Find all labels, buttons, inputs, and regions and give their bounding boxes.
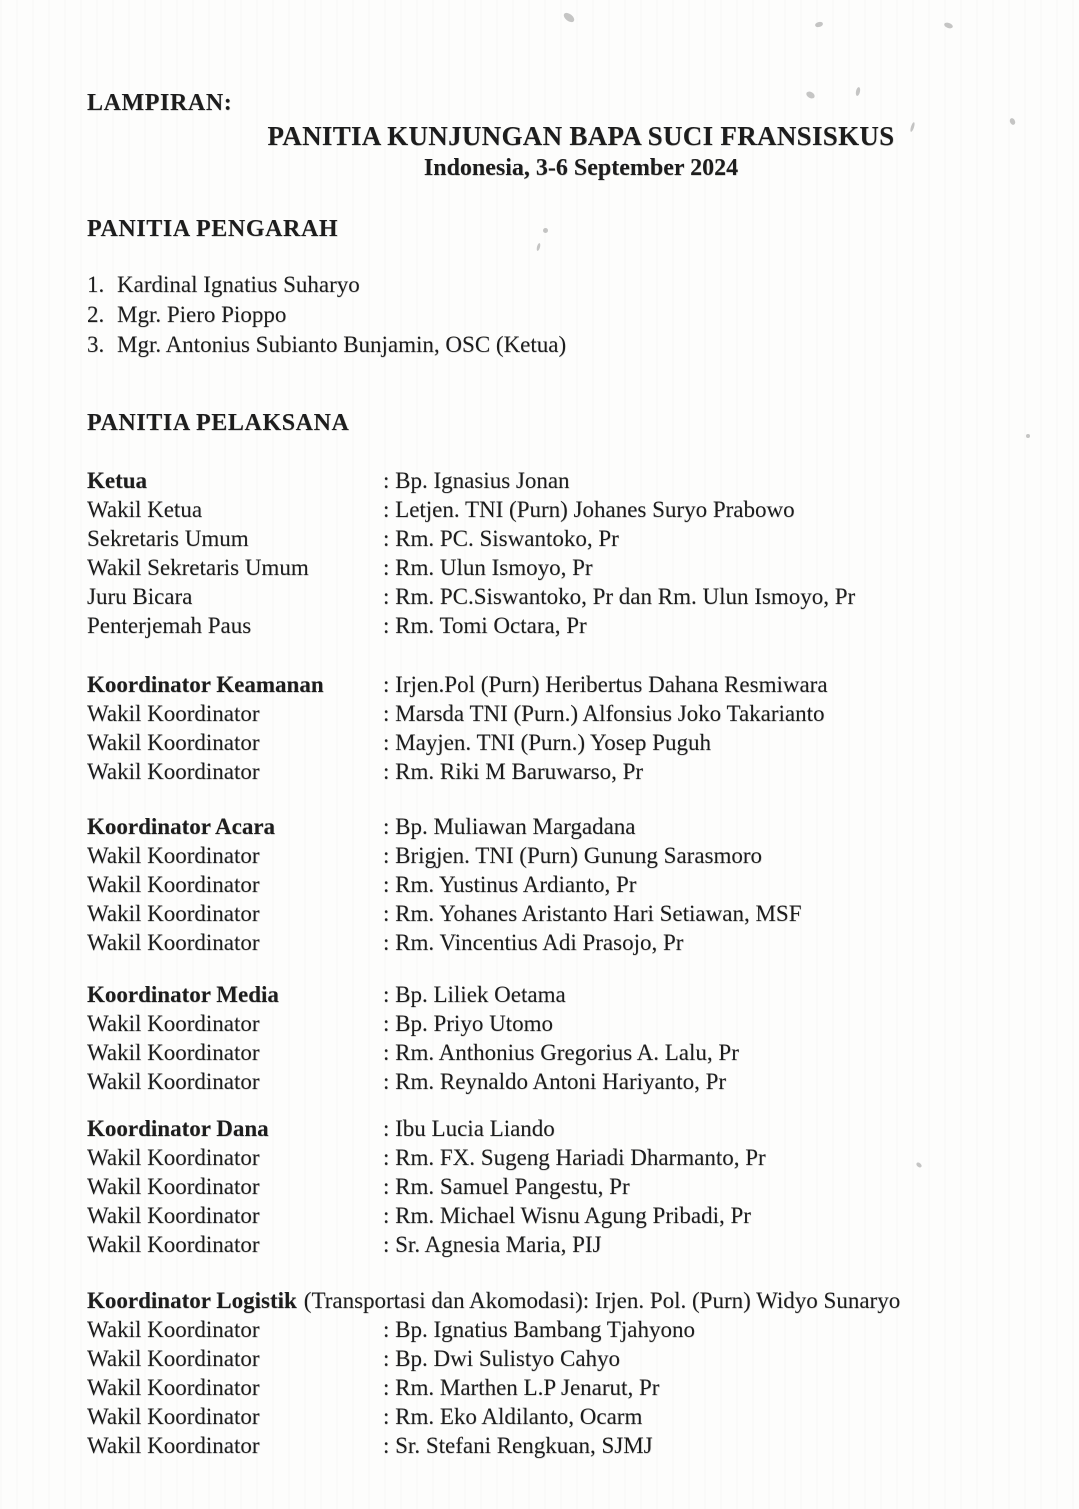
table-row <box>87 728 1041 757</box>
role-value: : Rm. Reynaldo Antoni Hariyanto, Pr <box>383 1069 727 1094</box>
table-row <box>87 1114 1041 1143</box>
role-value: : Bp. Dwi Sulistyo Cahyo <box>383 1346 621 1371</box>
table-row <box>87 553 1041 582</box>
member-name: Kardinal Ignatius Suharyo <box>117 272 360 297</box>
group-logistik <box>87 1286 1041 1460</box>
role-value: : Rm. Riki M Baruwarso, Pr <box>383 759 644 784</box>
table-row <box>87 466 1041 495</box>
role-value: : Rm. PC.Siswantoko, Pr dan Rm. Ulun Ismoyo, Pr <box>383 584 856 609</box>
role-value: : Rm. FX. Sugeng Hariadi Dharmanto, Pr <box>383 1145 766 1170</box>
role-value: : Sr. Stefani Rengkuan, SJMJ <box>383 1433 653 1458</box>
role-label: Penterjemah Paus <box>87 613 252 638</box>
role-label: Koordinator Acara <box>87 814 276 839</box>
role-value: : Bp. Ignatius Bambang Tjahyono <box>383 1317 695 1342</box>
role-value: : Irjen.Pol (Purn) Heribertus Dahana Resmiwara <box>383 672 828 697</box>
table-row <box>87 1201 1041 1230</box>
role-label: Wakil Koordinator <box>87 701 260 726</box>
role-value: : Marsda TNI (Purn.) Alfonsius Joko Takarianto <box>383 701 825 726</box>
role-value: : Bp. Liliek Oetama <box>383 982 566 1007</box>
group-dana <box>87 1114 1041 1259</box>
table-row <box>87 899 1041 928</box>
role-label: Wakil Koordinator <box>87 759 260 784</box>
role-label: Wakil Koordinator <box>87 730 260 755</box>
group-keamanan <box>87 670 1041 786</box>
role-label: Koordinator Dana <box>87 1116 269 1141</box>
table-row <box>87 1431 1041 1460</box>
group-media <box>87 980 1041 1096</box>
role-label: Wakil Sekretaris Umum <box>87 555 309 580</box>
lampiran-label: LAMPIRAN: <box>87 90 233 116</box>
role-label: Wakil Koordinator <box>87 1040 260 1065</box>
role-value: : Rm. PC. Siswantoko, Pr <box>383 526 619 551</box>
role-label: Wakil Koordinator <box>87 1433 260 1458</box>
role-value: : Rm. Yustinus Ardianto, Pr <box>383 872 637 897</box>
role-value: : Rm. Marthen L.P Jenarut, Pr <box>383 1375 660 1400</box>
table-row <box>87 1038 1041 1067</box>
table-row <box>87 1402 1041 1431</box>
role-label: Wakil Koordinator <box>87 1203 260 1228</box>
role-value: : Sr. Agnesia Maria, PIJ <box>383 1232 602 1257</box>
role-value: : Bp. Ignasius Jonan <box>383 468 570 493</box>
role-label: Wakil Koordinator <box>87 930 260 955</box>
table-row <box>87 928 1041 957</box>
table-row <box>87 1315 1041 1344</box>
role-value: : Brigjen. TNI (Purn) Gunung Sarasmoro <box>383 843 763 868</box>
role-label: Koordinator Logistik <box>87 1288 297 1313</box>
table-row <box>87 841 1041 870</box>
role-label: Wakil Koordinator <box>87 1174 260 1199</box>
table-row <box>87 1286 1041 1315</box>
group-core <box>87 466 1041 640</box>
list-item <box>87 270 1041 300</box>
role-label: Wakil Koordinator <box>87 1232 260 1257</box>
table-row <box>87 1009 1041 1038</box>
table-row <box>87 1373 1041 1402</box>
role-value: : Rm. Ulun Ismoyo, Pr <box>383 555 593 580</box>
pengarah-member-list <box>87 270 1041 360</box>
section-heading-pelaksana: PANITIA PELAKSANA <box>87 410 350 436</box>
role-value: (Transportasi dan Akomodasi): Irjen. Pol. (Purn) Widyo Sunaryo <box>303 1288 901 1313</box>
table-row <box>87 670 1041 699</box>
role-value: : Rm. Tomi Octara, Pr <box>383 613 587 638</box>
member-number: 3. <box>87 332 105 357</box>
role-value: : Rm. Yohanes Aristanto Hari Setiawan, MSF <box>383 901 802 926</box>
role-label: Koordinator Media <box>87 982 279 1007</box>
list-item <box>87 300 1041 330</box>
member-number: 1. <box>87 272 105 297</box>
table-row <box>87 582 1041 611</box>
role-value: : Rm. Samuel Pangestu, Pr <box>383 1174 630 1199</box>
group-acara <box>87 812 1041 957</box>
role-label: Wakil Koordinator <box>87 1317 260 1342</box>
role-value: : Bp. Muliawan Margadana <box>383 814 636 839</box>
table-row <box>87 812 1041 841</box>
role-label: Wakil Ketua <box>87 497 203 522</box>
table-row <box>87 1344 1041 1373</box>
table-row <box>87 870 1041 899</box>
table-row <box>87 1067 1041 1096</box>
role-label: Sekretaris Umum <box>87 526 249 551</box>
role-value: : Rm. Michael Wisnu Agung Pribadi, Pr <box>383 1203 751 1228</box>
role-value: : Mayjen. TNI (Purn.) Yosep Puguh <box>383 730 711 755</box>
role-label: Wakil Koordinator <box>87 1346 260 1371</box>
role-label: Wakil Koordinator <box>87 901 260 926</box>
role-label: Koordinator Keamanan <box>87 672 324 697</box>
document-subtitle: Indonesia, 3-6 September 2024 <box>423 155 739 181</box>
table-row <box>87 524 1041 553</box>
table-row <box>87 1172 1041 1201</box>
role-value: : Letjen. TNI (Purn) Johanes Suryo Prabowo <box>383 497 795 522</box>
member-name: Mgr. Antonius Subianto Bunjamin, OSC (Ketua) <box>117 332 567 357</box>
table-row <box>87 699 1041 728</box>
member-name: Mgr. Piero Pioppo <box>117 302 287 327</box>
table-row <box>87 980 1041 1009</box>
role-label: Wakil Koordinator <box>87 1404 260 1429</box>
section-heading-pengarah: PANITIA PENGARAH <box>87 216 339 242</box>
role-value: : Ibu Lucia Liando <box>383 1116 555 1141</box>
table-row <box>87 1143 1041 1172</box>
role-label: Wakil Koordinator <box>87 872 260 897</box>
role-value: : Rm. Anthonius Gregorius A. Lalu, Pr <box>383 1040 739 1065</box>
role-value: : Bp. Priyo Utomo <box>383 1011 553 1036</box>
role-label: Wakil Koordinator <box>87 843 260 868</box>
table-row <box>87 757 1041 786</box>
table-row <box>87 611 1041 640</box>
role-label: Wakil Koordinator <box>87 1375 260 1400</box>
list-item <box>87 330 1041 360</box>
role-label: Juru Bicara <box>87 584 193 609</box>
role-value: : Rm. Vincentius Adi Prasojo, Pr <box>383 930 684 955</box>
title-block <box>87 120 1041 184</box>
role-label: Wakil Koordinator <box>87 1145 260 1170</box>
table-row <box>87 1230 1041 1259</box>
table-row <box>87 495 1041 524</box>
document-title: PANITIA KUNJUNGAN BAPA SUCI FRANSISKUS <box>267 121 895 151</box>
role-label: Ketua <box>87 468 148 493</box>
member-number: 2. <box>87 302 105 327</box>
role-label: Wakil Koordinator <box>87 1069 260 1094</box>
role-label: Wakil Koordinator <box>87 1011 260 1036</box>
role-value: : Rm. Eko Aldilanto, Ocarm <box>383 1404 643 1429</box>
